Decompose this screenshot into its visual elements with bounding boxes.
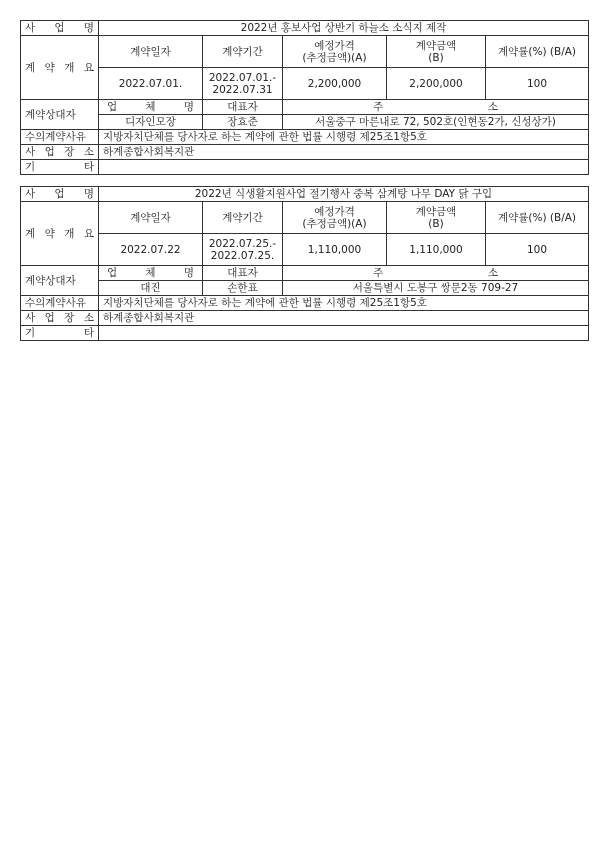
contract-amount-header-line2: (B) xyxy=(428,217,444,230)
contract-rate-header: 계약률(%) (B/A) xyxy=(486,36,589,68)
location-label: 사 업 장 소 xyxy=(21,311,99,326)
period-end: 2022.07.25. xyxy=(210,249,275,262)
reason-label: 수의계약사유 xyxy=(21,296,99,311)
reason-value: 지방자치단체를 당사자로 하는 계약에 관한 법률 시행령 제25조1항5호 xyxy=(99,130,589,145)
address-value: 서울특별시 도봉구 쌍문2동 709-27 xyxy=(283,281,589,296)
company-name-value: 대진 xyxy=(99,281,203,296)
location-value: 하계종합사회복지관 xyxy=(99,145,589,160)
estimated-price-header-line2: (추정금액)(A) xyxy=(302,51,367,64)
etc-value xyxy=(99,160,589,175)
contract-table-2 xyxy=(20,186,589,341)
contract-rate-value: 100 xyxy=(486,68,589,100)
contract-date-header: 계약일자 xyxy=(99,36,203,68)
period-start: 2022.07.01.- xyxy=(208,71,277,84)
contract-amount-header-line1: 계약금액 xyxy=(415,39,457,52)
representative-header: 대표자 xyxy=(203,100,283,115)
company-name-value: 디자인모장 xyxy=(99,115,203,130)
estimated-price-header xyxy=(283,202,387,234)
estimated-price-header xyxy=(283,36,387,68)
project-name-label: 사 업 명 xyxy=(21,21,99,36)
address-value: 서울중구 마른내로 72, 502호(인현동2가, 신성상가) xyxy=(283,115,589,130)
contract-period-value xyxy=(203,234,283,266)
contract-date-header: 계약일자 xyxy=(99,202,203,234)
representative-header: 대표자 xyxy=(203,266,283,281)
contract-overview-label: 계 약 개 요 xyxy=(21,202,99,266)
estimated-price-header-line1: 예정가격 xyxy=(314,205,355,218)
contract-amount-header-line2: (B) xyxy=(428,51,444,64)
contract-date-value: 2022.07.22 xyxy=(99,234,203,266)
etc-value xyxy=(99,326,589,341)
company-name-header: 업 체 명 xyxy=(99,100,203,115)
contract-overview-label: 계 약 개 요 xyxy=(21,36,99,100)
contract-period-header: 계약기간 xyxy=(203,202,283,234)
estimated-price-header-line2: (추정금액)(A) xyxy=(302,217,367,230)
contract-amount-value: 1,110,000 xyxy=(387,234,486,266)
etc-label: 기 타 xyxy=(21,160,99,175)
reason-value: 지방자치단체를 당사자로 하는 계약에 관한 법률 시행령 제25조1항5호 xyxy=(99,296,589,311)
estimated-price-value: 1,110,000 xyxy=(283,234,387,266)
period-start: 2022.07.25.- xyxy=(208,237,277,250)
contract-amount-value: 2,200,000 xyxy=(387,68,486,100)
reason-label: 수의계약사유 xyxy=(21,130,99,145)
project-name-value: 2022년 식생활지원사업 절기행사 중복 삼계탕 나무 DAY 닭 구입 xyxy=(99,187,589,202)
contract-amount-header xyxy=(387,202,486,234)
contract-rate-header: 계약률(%) (B/A) xyxy=(486,202,589,234)
counterparty-label: 계약상대자 xyxy=(21,100,99,130)
project-name-label: 사 업 명 xyxy=(21,187,99,202)
estimated-price-value: 2,200,000 xyxy=(283,68,387,100)
estimated-price-header-line1: 예정가격 xyxy=(314,39,355,52)
contract-period-header: 계약기간 xyxy=(203,36,283,68)
contract-rate-value: 100 xyxy=(486,234,589,266)
address-header: 주 소 xyxy=(283,266,589,281)
company-name-header: 업 체 명 xyxy=(99,266,203,281)
contract-amount-header xyxy=(387,36,486,68)
representative-value: 장효준 xyxy=(203,115,283,130)
etc-label: 기 타 xyxy=(21,326,99,341)
contract-period-value xyxy=(203,68,283,100)
location-label: 사 업 장 소 xyxy=(21,145,99,160)
counterparty-label: 계약상대자 xyxy=(21,266,99,296)
representative-value: 손한표 xyxy=(203,281,283,296)
project-name-value: 2022년 홍보사업 상반기 하늘소 소식지 제작 xyxy=(99,21,589,36)
contract-amount-header-line1: 계약금액 xyxy=(415,205,457,218)
contract-date-value: 2022.07.01. xyxy=(99,68,203,100)
contract-table-1 xyxy=(20,20,589,175)
location-value: 하계종합사회복지관 xyxy=(99,311,589,326)
address-header: 주 소 xyxy=(283,100,589,115)
period-end: 2022.07.31 xyxy=(212,83,273,96)
